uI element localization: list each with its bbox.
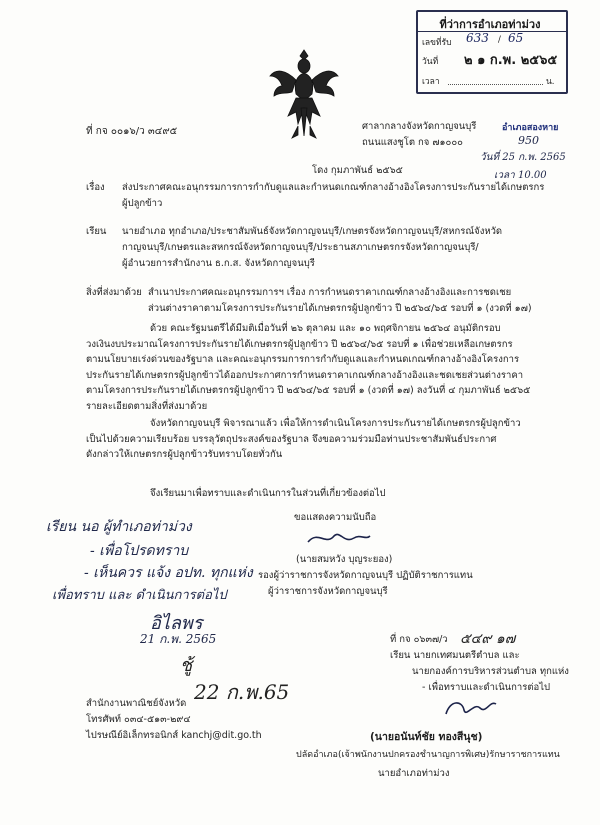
body-para1-line: ประกันรายได้เกษตรกรผู้ปลูกข้าวได้ออกประกาศการกำหนดราคาเกณฑ์กลางอ้างอิงและชดเชยส่วนต่างราคา xyxy=(86,369,524,381)
closing-text: จึงเรียนมาเพื่อทราบและดำเนินการในส่วนที่เกี่ยวข้องต่อไป xyxy=(150,488,386,499)
agency-name: ศาลากลางจังหวัดกาญจนบุรี xyxy=(362,121,477,132)
document-date: โดง กุมภาพันธ์ ๒๕๖๕ xyxy=(312,165,403,176)
footer-phone: โทรศัพท์ ๐๓๔-๕๑๓-๒๙๔ xyxy=(86,714,191,725)
body-para1-line: ตามโครงการประกันรายได้เกษตรกรผู้ปลูกข้าว ปี ๒๕๖๔/๖๕ รอบที่ ๑ (งวดที่ ๑๗) ลงวันที่ ๔ กุมภาพันธ์ ๒๕๖๕ xyxy=(86,385,531,396)
reply-doc-number: ที่ กจ ๐๖๓๗/ว xyxy=(390,634,448,645)
receipt-date-value: ๒ ๑ ก.พ. ๒๕๖๕ xyxy=(464,53,558,68)
receipt-date-label: วันที่ xyxy=(422,57,439,67)
to-label: เรียน xyxy=(86,226,107,237)
body-para1-line: ตามนโยบายเร่งด่วนของรัฐบาล และคณะอนุกรรมการการกำกับดูแลและกำหนดเกณฑ์กลางอ้างอิงโครงการ xyxy=(86,354,520,365)
receipt-stamp-title: ที่ว่าการอำเภอท่าม่วง xyxy=(439,18,541,31)
to-line2: กาญจนบุรี/เกษตรและสหกรณ์จังหวัดกาญจนบุรี/ประธานสภาเกษตรกรจังหวัดกาญจนบุรี/ xyxy=(122,242,479,253)
handwritten-note-4: เพื่อทราบ และ ดำเนินการต่อไป xyxy=(52,588,227,603)
body-para1-line: วงเงินงบประมาณโครงการประกันรายได้เกษตรกรผู้ปลูกข้าว ปี ๒๕๖๔/๖๕ รอบที่ ๑ เพื่อช่วยเหลือเกษตรกร xyxy=(86,338,513,350)
reply-line-3: - เพื่อทราบและดำเนินการต่อไป xyxy=(422,682,551,693)
handwritten-note-1: เรียน นอ ผู้ทำเภอท่าม่วง xyxy=(46,519,192,535)
reply-signer-name: (นายอนันท์ชัย ทองสีนุช) xyxy=(370,731,483,743)
receipt-no-suffix: 65 xyxy=(508,31,524,45)
to-line1: นายอำเภอ ทุกอำเภอ/ประชาสัมพันธ์จังหวัดกาญจนบุรี/เกษตรจังหวัดกาญจนบุรี/สหกรณ์จังหวัด xyxy=(122,226,503,237)
handwritten-note-3: - เห็นควร แจ้ง อปท. ทุกแห่ง xyxy=(84,565,253,581)
reply-doc-number-hand: ๕๔๙ ๑๗ xyxy=(460,631,516,647)
receipt-time-suffix: น. xyxy=(546,77,555,87)
receipt-stamp: ที่ว่าการอำเภอท่าม่วง เลขที่รับ 633 / 65 วันที่ ๒ ๑ ก.พ. ๒๕๖๕ เวลา น. xyxy=(416,10,568,94)
body-paragraph-1 xyxy=(86,321,530,414)
handwritten-note-2: - เพื่อโปรดทราบ xyxy=(90,543,189,559)
receipt-no-label: เลขที่รับ xyxy=(422,38,452,48)
body-para2-line: เป็นไปด้วยความเรียบร้อย บรรลุวัตถุประสงค์ของรัฐบาล จึงขอความร่วมมือท่านประชาสัมพันธ์ประกาศ xyxy=(86,433,497,445)
signer-position-1: รองผู้ว่าราชการจังหวัดกาญจนบุรี ปฏิบัติราชการแทน xyxy=(258,570,473,581)
handwritten-initial: ชู้ xyxy=(180,655,193,676)
garuda-emblem xyxy=(268,46,340,141)
agency-address: ถนนแสงชูโต กจ ๗๑๐๐๐ xyxy=(362,137,463,148)
document-number: ที่ กจ ๐๐๑๖/ว ๓๔๙๕ xyxy=(86,126,178,137)
agency-stamp-line3: วันที่ 25 ก.พ. 2565 xyxy=(480,152,566,163)
handwritten-date-center: 22 ก.พ.65 xyxy=(194,680,290,704)
signer-position-2: ผู้ว่าราชการจังหวัดกาญจนบุรี xyxy=(268,586,388,597)
subject-label: เรื่อง xyxy=(86,182,105,193)
body-para1-line: ด้วย คณะรัฐมนตรีได้มีมติเมื่อวันที่ ๒๖ ตุลาคม และ ๑๐ พฤศจิกายน ๒๕๖๔ อนุมัติกรอบ xyxy=(150,323,501,334)
agency-stamp-line1: อำเภอสองหาย xyxy=(502,123,559,133)
to-line3: ผู้อำนวยการสำนักงาน ธ.ก.ส. จังหวัดกาญจนบุรี xyxy=(122,258,315,269)
reply-signer-position-1: ปลัดอำเภอ(เจ้าพนักงานปกครองชำนาญการพิเศษ)รักษาราชการแทน xyxy=(296,750,560,760)
footer-email: ไปรษณีย์อิเล็กทรอนิกส์ kanchj@dit.go.th xyxy=(86,730,262,741)
agency-stamp-line4: เวลา 10.00 xyxy=(494,170,547,181)
enclosure-line2: ส่วนต่างราคาตามโครงการประกันรายได้เกษตรกรผู้ปลูกข้าว ปี ๒๕๖๔/๖๕ รอบที่ ๑ (งวดที่ ๑๗) xyxy=(148,303,532,314)
regards-text: ขอแสดงความนับถือ xyxy=(294,512,377,523)
signature-mark xyxy=(304,526,374,554)
body-paragraph-2 xyxy=(86,416,521,463)
receipt-no-value: 633 xyxy=(466,31,489,45)
body-para2-line: จังหวัดกาญจนบุรี พิจารณาแล้ว เพื่อให้การดำเนินโครงการประกันรายได้เกษตรกรผู้ปลูกข้าว xyxy=(150,418,521,429)
reply-signer-position-2: นายอำเภอท่าม่วง xyxy=(378,768,450,779)
subject-line1: ส่งประกาศคณะอนุกรรมการการกำกับดูแลและกำหนดเกณฑ์กลางอ้างอิงโครงการประกันรายได้เกษตรกร xyxy=(122,182,545,193)
enclosure-label: สิ่งที่ส่งมาด้วย xyxy=(86,287,142,298)
agency-stamp-line2: 950 xyxy=(518,134,539,147)
signer-name: (นายสมหวัง บุญระยอง) xyxy=(296,554,393,565)
body-para1-line: รายละเอียดตามสิ่งที่ส่งมาด้วย xyxy=(86,400,208,412)
enclosure-line1: สำเนาประกาศคณะอนุกรรมการฯ เรื่อง การกำหนดราคาเกณฑ์กลางอ้างอิงและการชดเชย xyxy=(148,287,512,298)
handwritten-signature: อิไลพร xyxy=(150,613,203,634)
handwritten-date: 21 ก.พ. 2565 xyxy=(140,632,217,646)
reply-line-2: นายกองค์การบริหารส่วนตำบล ทุกแห่ง xyxy=(412,666,569,677)
reply-signature-mark xyxy=(440,694,500,728)
receipt-time-label: เวลา xyxy=(422,77,440,87)
body-para2-line: ดังกล่าวให้เกษตรกรผู้ปลูกข้าวรับทราบโดยทั่วกัน xyxy=(86,449,283,460)
reply-line-1: เรียน นายกเทศมนตรีตำบล และ xyxy=(390,650,520,661)
subject-line2: ผู้ปลูกข้าว xyxy=(122,198,163,209)
footer-office: สำนักงานพาณิชย์จังหวัด xyxy=(86,698,187,709)
